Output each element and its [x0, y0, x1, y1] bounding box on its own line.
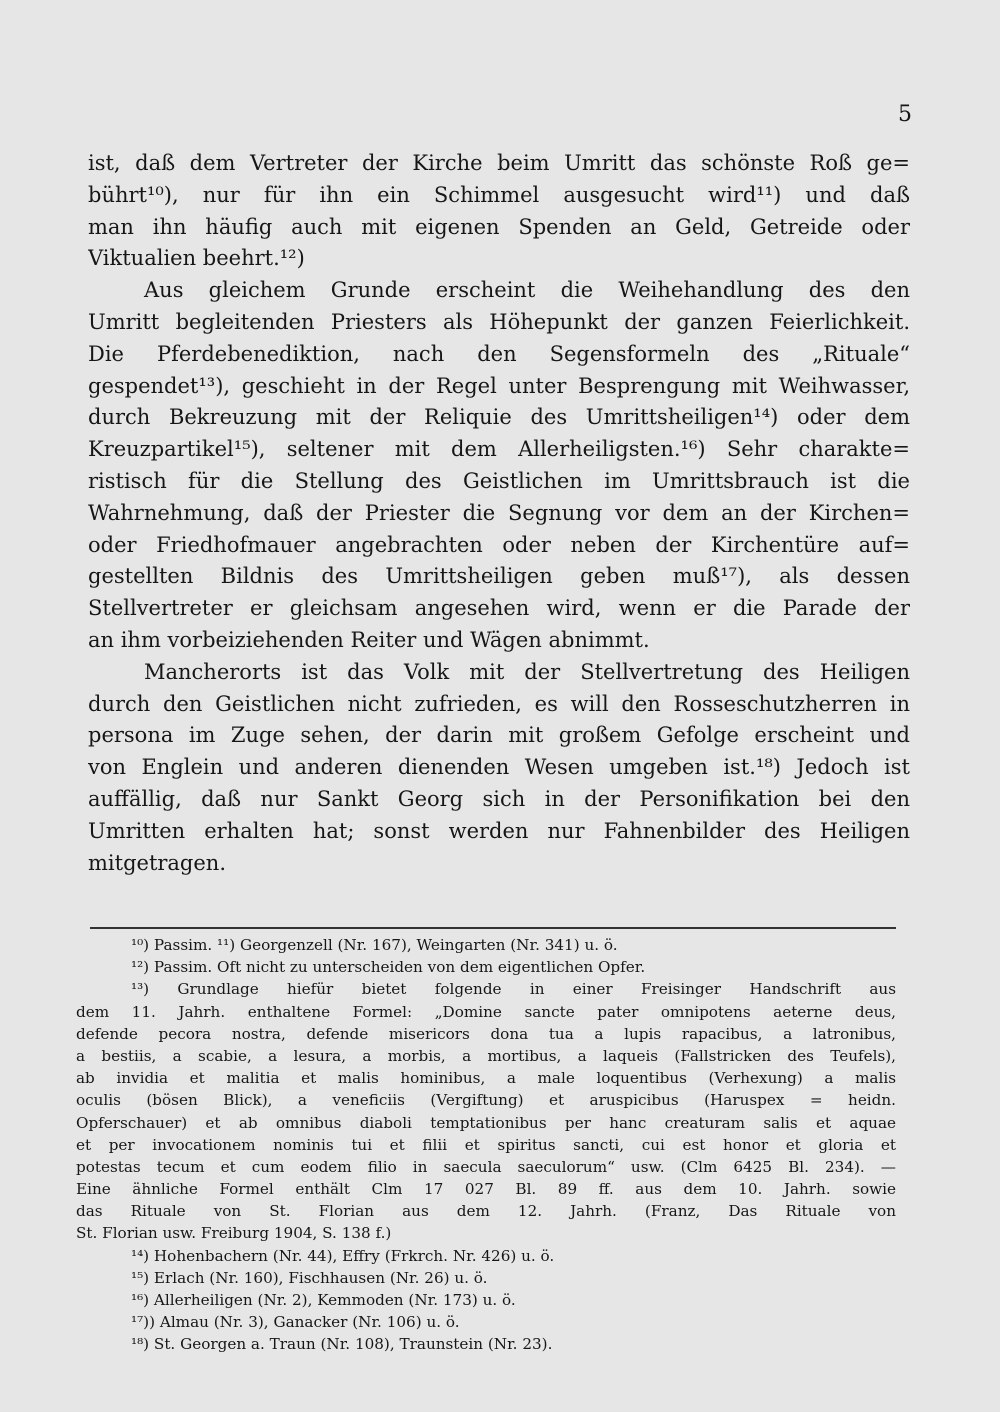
text-line: Wahrnehmung, daß der Priester die Segnung vor dem an der Kirchen= — [88, 500, 910, 525]
text-line: durch den Geistlichen nicht zufrieden, es will den Rosseschutzherren in — [88, 691, 910, 716]
footnote-line: defende pecora nostra, defende misericors dona tua a lupis rapacibus, a latronibus, — [76, 1024, 896, 1043]
footnote-line: ¹⁴) Hohenbachern (Nr. 44), Effry (Frkrch. Nr. 426) u. ö. — [131, 1246, 555, 1265]
text-line: Die Pferdebenediktion, nach den Segensformeln des „Rituale“ — [88, 341, 910, 366]
footnote-line: Eine ähnliche Formel enthält Clm 17 027 Bl. 89 ff. aus dem 10. Jahrh. sowie — [76, 1180, 896, 1199]
footnote-line: ¹²) Passim. Oft nicht zu unterscheiden von dem eigentlichen Opfer. — [131, 958, 646, 977]
footnote-line: das Rituale von St. Florian aus dem 12. Jahrh. (Franz, Das Rituale von — [76, 1202, 896, 1221]
footnote-line: et per invocationem nominis tui et filii et spiritus sancti, cui est honor et gloria et — [76, 1135, 896, 1154]
text-line: Viktualien beehrt.¹²) — [88, 246, 305, 271]
footnote-line: ¹⁷)) Almau (Nr. 3), Ganacker (Nr. 106) u. ö. — [131, 1313, 460, 1332]
text-line: Umritten erhalten hat; sonst werden nur Fahnenbilder des Heiligen — [88, 818, 910, 843]
footnote-line: ¹³) Grundlage hiefür bietet folgende in einer Freisinger Handschrift aus — [131, 980, 896, 999]
text-line: auffällig, daß nur Sankt Georg sich in der Personifikation bei den — [88, 786, 910, 811]
text-line: mitgetragen. — [88, 850, 227, 875]
footnote-line: ¹⁰) Passim. ¹¹) Georgenzell (Nr. 167), Weingarten (Nr. 341) u. ö. — [131, 936, 618, 954]
footnote-line: Opferschauer) et ab omnibus diaboli temptationibus per hanc creaturam salis et aquae — [76, 1113, 896, 1132]
paragraph-1 — [88, 148, 910, 275]
text-line: gestellten Bildnis des Umrittsheiligen geben muß¹⁷), als dessen — [88, 564, 910, 589]
text-line: Stellvertreter er gleichsam angesehen wird, wenn er die Parade der — [88, 596, 910, 621]
footnote-line: a bestiis, a scabie, a lesura, a morbis, a mortibus, a laqueis (Fallstricken des Teufels), — [76, 1046, 896, 1065]
footnote-line: dem 11. Jahrh. enthaltene Formel: „Domine sancte pater omnipotens aeterne deus, — [76, 1002, 896, 1021]
text-line: ist, daß dem Vertreter der Kirche beim Umritt das schönste Roß ge= — [88, 151, 910, 175]
page-number: 5 — [898, 102, 912, 127]
text-line: oder Friedhofmauer angebrachten oder neben der Kirchentüre auf= — [88, 532, 910, 557]
text-line: bührt¹⁰), nur für ihn ein Schimmel ausgesucht wird¹¹) und daß — [88, 182, 910, 207]
text-line: durch Bekreuzung mit der Reliquie des Umrittsheiligen¹⁴) oder dem — [88, 405, 910, 430]
text-line: von Englein und anderen dienenden Wesen umgeben ist.¹⁸) Jedoch ist — [88, 755, 910, 780]
text-line: ristisch für die Stellung des Geistlichen im Umrittsbrauch ist die — [88, 468, 910, 493]
footnote-line: ab invidia et malitia et malis hominibus, a male loquentibus (Verhexung) a malis — [76, 1069, 896, 1088]
text-line: persona im Zuge sehen, der darin mit großem Gefolge erscheint und — [88, 723, 910, 748]
text-line: man ihn häufig auch mit eigenen Spenden an Geld, Getreide oder — [88, 214, 910, 239]
footnote-divider — [90, 927, 896, 929]
body-text — [88, 148, 910, 879]
footnote-line: ¹⁸) St. Georgen a. Traun (Nr. 108), Traunstein (Nr. 23). — [131, 1335, 553, 1354]
footnote-line: oculis (bösen Blick), a veneficiis (Vergiftung) et aruspicibus (Haruspex = heidn. — [76, 1091, 896, 1110]
text-line: Mancherorts ist das Volk mit der Stellvertretung des Heiligen — [144, 659, 910, 684]
footnote-line: ¹⁵) Erlach (Nr. 160), Fischhausen (Nr. 26) u. ö. — [131, 1268, 488, 1287]
text-line: Aus gleichem Grunde erscheint die Weihehandlung des den — [144, 278, 910, 303]
footnote-line: potestas tecum et cum eodem filio in saecula saeculorum“ usw. (Clm 6425 Bl. 234). — — [76, 1157, 896, 1176]
text-line: Umritt begleitenden Priesters als Höhepunkt der ganzen Feierlichkeit. — [88, 309, 910, 334]
paragraph-2 — [88, 275, 910, 657]
text-line: Kreuzpartikel¹⁵), seltener mit dem Allerheiligsten.¹⁶) Sehr charakte= — [88, 437, 910, 462]
text-line: gespendet¹³), geschieht in der Regel unter Besprengung mit Weihwasser, — [88, 373, 910, 398]
footnotes — [76, 934, 896, 1356]
footnote-line: ¹⁶) Allerheiligen (Nr. 2), Kemmoden (Nr. 173) u. ö. — [131, 1291, 516, 1309]
text-line: an ihm vorbeiziehenden Reiter und Wägen abnimmt. — [88, 627, 650, 652]
paragraph-3 — [88, 657, 910, 880]
footnote-line: St. Florian usw. Freiburg 1904, S. 138 f.) — [76, 1224, 392, 1243]
